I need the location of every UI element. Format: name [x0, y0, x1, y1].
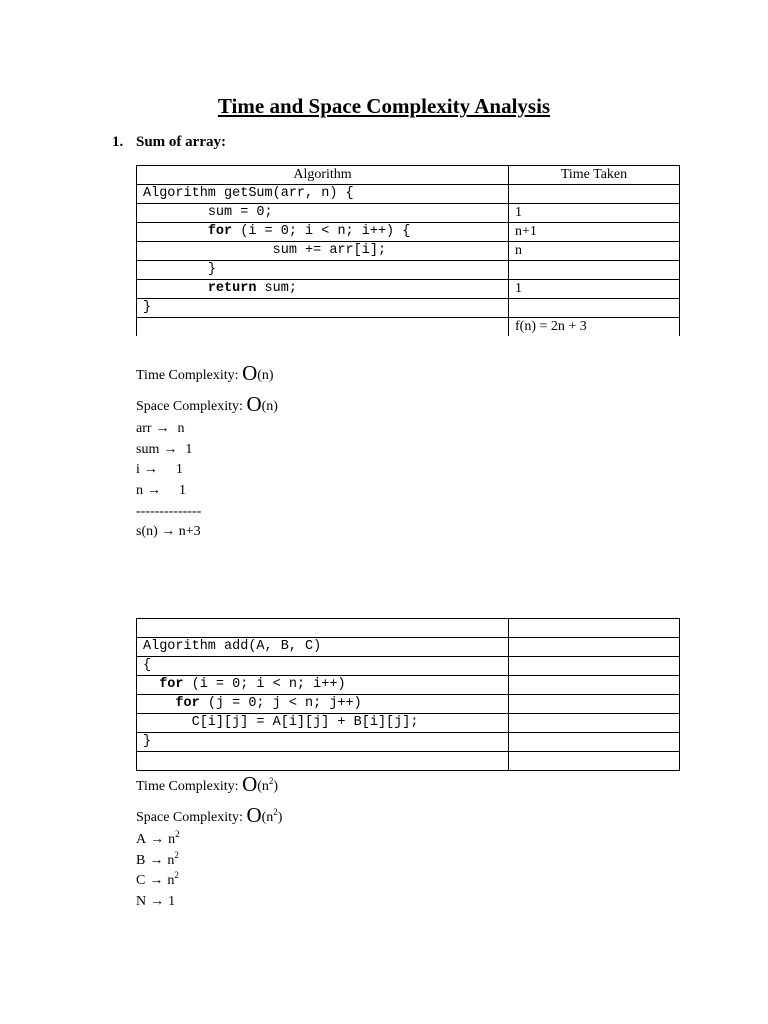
variable-value: n	[168, 832, 176, 847]
code-text: }	[207, 262, 216, 277]
space-complexity-label: Space Complexity:	[136, 399, 247, 414]
table-row	[137, 752, 680, 771]
table-row	[137, 638, 680, 657]
exponent: 2	[174, 849, 179, 860]
arrow-icon: →	[149, 873, 164, 888]
code-keyword: return	[207, 281, 257, 296]
time-taken-column-header: Time Taken	[509, 166, 680, 185]
time-complexity-label: Time Complexity:	[136, 368, 243, 383]
code-text: {	[143, 658, 152, 673]
code-indent	[143, 224, 208, 239]
time-cell	[509, 299, 680, 318]
code-indent	[143, 243, 273, 258]
code-cell	[137, 261, 509, 280]
closing-paren: )	[277, 810, 283, 825]
code-text: Algorithm add(A, B, C)	[143, 639, 322, 654]
code-keyword: for	[175, 696, 200, 711]
big-o: O	[246, 803, 262, 827]
arrow-icon: →	[150, 893, 165, 909]
code-text: }	[143, 734, 152, 749]
variable-row	[136, 420, 192, 441]
arrow-icon: →	[155, 421, 170, 436]
space-complexity-line	[136, 392, 278, 416]
section-number: 1.	[112, 134, 124, 150]
variable-value: n	[167, 852, 175, 868]
time-cell: n+1	[509, 223, 680, 242]
code-cell	[137, 242, 509, 261]
table-row	[137, 619, 680, 638]
page-title: Time and Space Complexity Analysis	[217, 94, 551, 118]
code-indent	[143, 696, 175, 711]
code-cell	[137, 733, 509, 752]
space-total-line	[136, 523, 201, 541]
exponent: 2	[273, 807, 278, 817]
algorithm-column-header: Algorithm	[137, 166, 509, 185]
table-row	[137, 280, 680, 299]
big-o: O	[242, 361, 258, 385]
arrow-icon: →	[147, 482, 161, 498]
code-indent	[143, 281, 208, 296]
variable-value: n	[177, 421, 185, 436]
code-cell	[137, 280, 509, 299]
variable-name: sum	[136, 441, 160, 457]
time-complexity-line	[136, 361, 274, 385]
time-cell	[509, 261, 680, 280]
table-row	[137, 676, 680, 695]
variable-value: n	[167, 873, 175, 888]
variable-row	[136, 441, 192, 462]
code-indent	[143, 677, 159, 692]
time-complexity-value: (n	[257, 779, 269, 794]
table-header-row	[137, 166, 680, 185]
space-variable-list-2	[136, 831, 180, 913]
table-row	[137, 261, 680, 280]
empty-cell	[509, 714, 680, 733]
variable-row	[136, 831, 180, 852]
table-row	[137, 733, 680, 752]
table-row	[137, 318, 680, 337]
code-text: C[i][j] = A[i][j] + B[i][j];	[191, 715, 419, 730]
separator-line: --------------	[136, 504, 202, 519]
section-title: Sum of array:	[136, 134, 226, 150]
exponent: 2	[174, 870, 179, 880]
variable-value: 1	[179, 482, 186, 498]
code-cell	[137, 185, 509, 204]
empty-cell	[509, 733, 680, 752]
variable-name: i	[136, 462, 140, 477]
big-o: O	[246, 392, 262, 416]
code-text: sum = 0;	[207, 205, 273, 220]
code-cell	[137, 676, 509, 695]
time-cell	[509, 185, 680, 204]
code-cell	[137, 204, 509, 223]
time-complexity-line-2	[136, 772, 279, 796]
exponent: 2	[175, 829, 180, 839]
code-cell	[137, 695, 509, 714]
space-complexity-line-2	[136, 803, 283, 827]
time-complexity-label: Time Complexity:	[136, 779, 243, 794]
space-total-value: n+3	[178, 524, 201, 539]
arrow-icon: →	[143, 462, 158, 477]
table-row	[137, 223, 680, 242]
exponent: 2	[268, 776, 274, 786]
table-row	[137, 242, 680, 261]
table-row	[137, 204, 680, 223]
space-complexity-label: Space Complexity:	[136, 810, 247, 825]
arrow-icon: →	[150, 832, 165, 847]
table-row	[137, 657, 680, 676]
matrix-add-table	[136, 618, 680, 771]
space-complexity-value: (n	[261, 810, 274, 825]
code-text: (i = 0; i < n; i++) {	[232, 224, 411, 239]
code-indent	[143, 715, 192, 730]
table-row	[137, 299, 680, 318]
variable-row	[136, 872, 180, 893]
variable-value: 1	[175, 462, 183, 477]
code-cell	[137, 619, 509, 638]
space-variable-list	[136, 420, 192, 502]
variable-name: B	[136, 852, 146, 868]
time-cell: n	[509, 242, 680, 261]
empty-cell	[509, 676, 680, 695]
arrow-icon: →	[149, 852, 164, 868]
empty-cell	[509, 638, 680, 657]
variable-name: n	[136, 482, 143, 498]
big-o: O	[242, 772, 258, 796]
code-indent	[143, 205, 208, 220]
code-keyword: for	[207, 224, 233, 239]
code-cell	[137, 299, 509, 318]
variable-row	[136, 482, 192, 503]
code-text: sum;	[256, 281, 297, 296]
table-row	[137, 714, 680, 733]
variable-name: C	[136, 873, 146, 888]
variable-name: arr	[136, 421, 152, 436]
variable-value: 1	[185, 441, 193, 457]
code-text: (i = 0; i < n; i++)	[183, 677, 346, 692]
code-cell	[137, 638, 509, 657]
code-cell	[137, 752, 509, 771]
empty-cell	[509, 619, 680, 638]
variable-row	[136, 849, 180, 873]
code-cell	[137, 318, 509, 337]
time-cell: 1	[509, 280, 680, 299]
table-row	[137, 185, 680, 204]
arrow-icon: →	[161, 524, 176, 539]
code-indent	[143, 262, 208, 277]
code-text: sum += arr[i];	[272, 243, 387, 258]
code-text: (j = 0; j < n; j++)	[199, 696, 362, 711]
code-cell	[137, 223, 509, 242]
closing-paren: )	[273, 779, 279, 794]
variable-row	[136, 893, 180, 914]
variable-name: N	[136, 893, 147, 909]
code-cell	[137, 714, 509, 733]
time-cell: f(n) = 2n + 3	[509, 318, 680, 337]
arrow-icon: →	[163, 441, 178, 457]
space-complexity-value: (n)	[261, 399, 278, 414]
empty-cell	[509, 657, 680, 676]
time-cell: 1	[509, 204, 680, 223]
code-text: Algorithm getSum(arr, n) {	[143, 186, 354, 201]
code-keyword: for	[159, 677, 184, 692]
code-cell	[137, 657, 509, 676]
empty-cell	[509, 752, 680, 771]
variable-row	[136, 461, 192, 482]
variable-value: 1	[168, 893, 176, 909]
table-row	[137, 695, 680, 714]
sum-array-table	[136, 165, 680, 336]
time-complexity-value: (n)	[257, 368, 274, 383]
empty-cell	[509, 695, 680, 714]
code-text: }	[143, 300, 152, 315]
variable-name: A	[136, 832, 147, 847]
space-total-name: s(n)	[136, 524, 158, 539]
section-heading	[112, 134, 226, 151]
